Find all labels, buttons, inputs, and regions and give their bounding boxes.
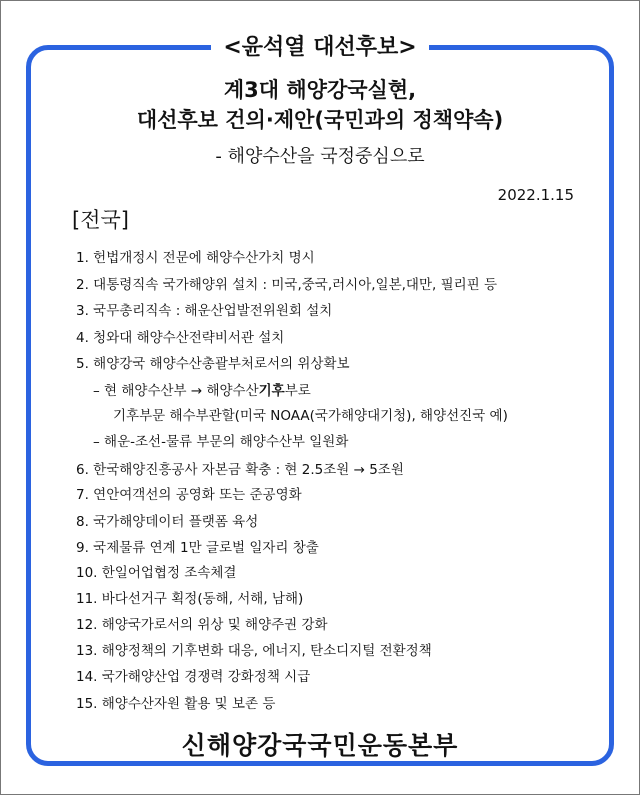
list-item: 11. 바다선거구 획정(동해, 서해, 남해) bbox=[76, 591, 304, 607]
title-line-1: 계3대 해양강국실현, bbox=[223, 78, 417, 102]
list-item: 14. 국가해양산업 경쟁력 강화정책 시급 bbox=[76, 669, 311, 685]
sub-item: – 해운-조선-물류 부문의 해양수산부 일원화 bbox=[93, 434, 349, 450]
title-line-2: 대선후보 건의·제안(국민과의 정책약속) bbox=[136, 108, 504, 132]
list-item: 9. 국제물류 연계 1만 글로벌 일자리 창출 bbox=[76, 540, 319, 556]
organization-footer: 신해양강국국민운동본부 bbox=[181, 731, 459, 760]
list-item: 5. 해양강국 해양수산총괄부처로서의 위상확보 bbox=[76, 356, 350, 372]
list-item: 15. 해양수산자원 활용 및 보존 등 bbox=[76, 696, 276, 712]
list-item: 6. 한국해양진흥공사 자본금 확충 : 현 2.5조원 → 5조원 bbox=[76, 462, 404, 478]
list-item: 7. 연안여객선의 공영화 또는 준공영화 bbox=[76, 487, 302, 503]
list-item: 13. 해양정책의 기후변화 대응, 에너지, 탄소디지털 전환정책 bbox=[76, 643, 432, 659]
list-item: 3. 국무총리직속 : 해운산업발전위원회 설치 bbox=[76, 303, 333, 319]
list-item: 12. 해양국가로서의 위상 및 해양주권 강화 bbox=[76, 617, 328, 633]
sub-item-text: 부로 bbox=[284, 383, 311, 399]
list-item: 10. 한일어업협정 조속체결 bbox=[76, 565, 237, 581]
candidate-heading bbox=[0, 30, 640, 61]
sub-item-text: – 현 해양수산부 → 해양수산 bbox=[93, 383, 259, 399]
list-item: 4. 청와대 해양수산전략비서관 설치 bbox=[76, 330, 285, 346]
candidate-text: <윤석열 대선후보> bbox=[211, 35, 428, 60]
sub-item-continuation: 기후부문 해수부관할(미국 NOAA(국가해양대기청), 해양선진국 예) bbox=[113, 408, 508, 424]
region-heading: [전국] bbox=[72, 208, 129, 232]
list-item: 1. 헌법개정시 전문에 해양수산가치 명시 bbox=[76, 250, 315, 266]
sub-item-bold: 기후 bbox=[258, 383, 285, 399]
list-item: 2. 대통령직속 국가해양위 설치 : 미국,중국,러시아,일본,대만, 필리핀 등 bbox=[76, 277, 498, 293]
subtitle: - 해양수산을 국정중심으로 bbox=[215, 146, 425, 167]
sub-item bbox=[93, 379, 311, 399]
date: 2022.1.15 bbox=[497, 186, 574, 204]
list-item: 8. 국가해양데이터 플랫폼 육성 bbox=[76, 514, 259, 530]
